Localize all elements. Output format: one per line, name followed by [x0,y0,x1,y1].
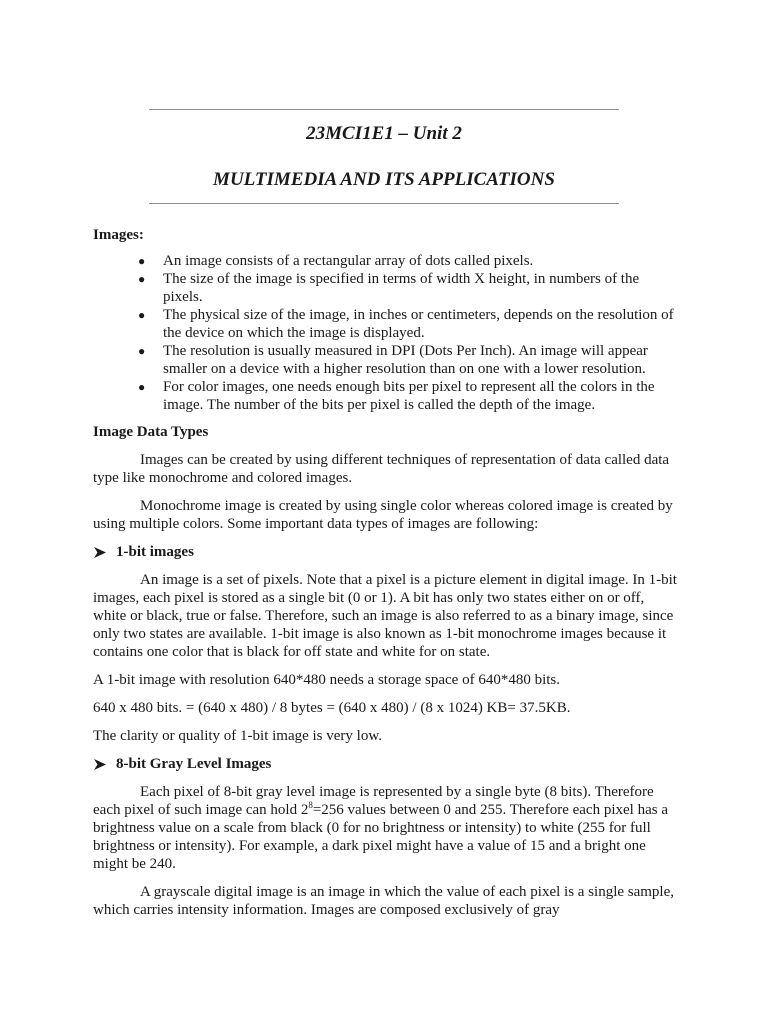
eight-bit-heading [93,755,678,773]
list-item [93,252,678,270]
course-code-title: 23MCI1E1 – Unit 2 [306,123,462,144]
bullet-icon: ● [138,308,146,322]
one-bit-paragraph-4: The clarity or quality of 1-bit image is very low. [93,728,382,744]
bullet-text: The physical size of the image, in inches or centimeters, depends on the resolution of the device on which the image is displayed. [163,307,674,341]
bullet-icon: ● [138,254,146,268]
data-types-paragraph-2: Monochrome image is created by using single color whereas colored image is created by using multiple colors. Some important data types of images are following: [93,498,673,532]
one-bit-heading [93,543,678,561]
header-top-rule [149,109,619,110]
bullet-icon: ● [138,272,146,286]
one-bit-paragraph-3: 640 x 480 bits. = (640 x 480) / 8 bytes = (640 x 480) / (8 x 1024) KB= 37.5KB. [93,700,571,716]
eight-bit-paragraph-1 [93,783,678,873]
list-item [93,342,678,378]
bullet-text: An image consists of a rectangular array of dots called pixels. [163,253,534,269]
arrow-bullet-icon [93,758,107,771]
eight-bit-paragraph-1-start: Each pixel of 8-bit gray level image is represented by a single byte (8 bits). Therefore each pixel of such image can hold 2 [93,784,654,818]
bullet-icon: ● [138,380,146,394]
bullet-text: The resolution is usually measured in DPI (Dots Per Inch). An image will appear smaller on a device with a higher resolution than on one with a lower resolution. [163,343,648,377]
arrow-bullet-icon [93,546,107,559]
one-bit-heading-text: 1-bit images [116,544,194,560]
data-types-paragraph-1: Images can be created by using different techniques of representation of data called data type like monochrome and colored images. [93,452,670,486]
images-bullet-list [93,252,678,414]
one-bit-paragraph-2: A 1-bit image with resolution 640*480 needs a storage space of 640*480 bits. [93,672,560,688]
one-bit-paragraph-1: An image is a set of pixels. Note that a pixel is a picture element in digital image. In 1-bit images, each pixel is stored as a single bit (0 or 1). A bit has only two states either on or off, white or black, true or false. Therefore, such an image is also referred to as a binary image, since only two states are available. 1-bit image is also known as 1-bit monochrome images because it contains one color that is black for off state and white for on state. [93,572,677,660]
bullet-icon: ● [138,344,146,358]
list-item [93,306,678,342]
bullet-text: The size of the image is specified in terms of width X height, in numbers of the pixels. [163,271,640,305]
data-types-heading: Image Data Types [93,424,209,440]
list-item [93,270,678,306]
exponent: 8 [308,800,313,810]
subject-title: MULTIMEDIA AND ITS APPLICATIONS [213,169,555,190]
eight-bit-paragraph-1-end: =256 values between 0 and 255. Therefore each pixel has a brightness value on a scale from black (0 for no brightness or intensity) to white (255 for full brightness or intensity). For example, a dark pixel might have a value of 15 and a bright one might be 240. [93,802,668,872]
bullet-text: For color images, one needs enough bits per pixel to represent all the colors in the image. The number of the bits per pixel is called the depth of the image. [163,379,655,413]
images-heading: Images: [93,227,144,243]
eight-bit-heading-text: 8-bit Gray Level Images [116,756,272,772]
eight-bit-paragraph-2: A grayscale digital image is an image in which the value of each pixel is a single sample, which carries intensity information. Images are composed exclusively of gray [93,884,675,918]
list-item [93,378,678,414]
header-bottom-rule [149,203,619,204]
document-body [93,226,678,919]
